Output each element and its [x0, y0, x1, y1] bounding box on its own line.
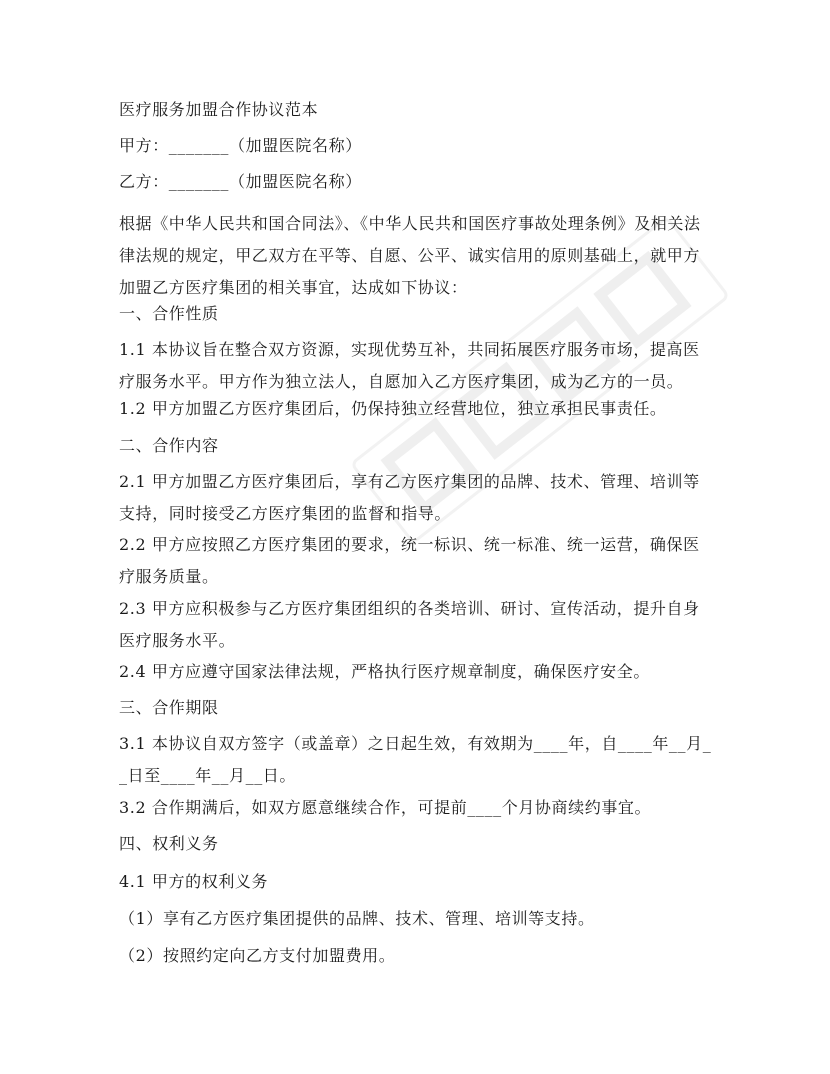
- section-2-heading: 二、合作内容: [119, 436, 219, 455]
- clause-2-1: 2.1 甲方加盟乙方医疗集团后，享有乙方医疗集团的品牌、技术、管理、培训等支持，同时接受乙方医疗集团的监督和指导。: [119, 472, 700, 523]
- clause-2-2: 2.2 甲方应按照乙方医疗集团的要求，统一标识、统一标准、统一运营，确保医疗服务质量。: [119, 535, 700, 586]
- party-b: 乙方：_______（加盟医院名称）: [119, 172, 362, 191]
- section-4-heading: 四、权利义务: [119, 834, 219, 853]
- clause-4-1: 4.1 甲方的权利义务: [119, 872, 269, 891]
- list-item: （1）享有乙方医疗集团提供的品牌、技术、管理、培训等支持。: [119, 909, 595, 928]
- section-3-heading: 三、合作期限: [119, 698, 219, 717]
- preamble: 根据《中华人民共和国合同法》、《中华人民共和国医疗事故处理条例》及相关法律法规的规定，甲乙双方在平等、自愿、公平、诚实信用的原则基础上，就甲方加盟乙方医疗集团的相关事宜，达成如下协议：: [119, 214, 701, 297]
- clause-1-2: 1.2 甲方加盟乙方医疗集团后，仍保持独立经营地位，独立承担民事责任。: [119, 399, 667, 418]
- list-item: （2）按照约定向乙方支付加盟费用。: [119, 946, 396, 965]
- section-1-heading: 一、合作性质: [119, 304, 219, 323]
- clause-3-2: 3.2 合作期满后，如双方愿意继续合作，可提前____个月协商续约事宜。: [119, 798, 652, 817]
- document-title: 医疗服务加盟合作协议范本: [119, 100, 319, 119]
- clause-2-4: 2.4 甲方应遵守国家法律法规，严格执行医疗规章制度，确保医疗安全。: [119, 662, 650, 681]
- party-a: 甲方：_______（加盟医院名称）: [119, 136, 362, 155]
- clause-2-3: 2.3 甲方应积极参与乙方医疗集团组织的各类培训、研讨、宣传活动，提升自身医疗服务水平。: [119, 599, 700, 650]
- clause-1-1: 1.1 本协议旨在整合双方资源，实现优势互补，共同拓展医疗服务市场，提高医疗服务水平。甲方作为独立法人，自愿加入乙方医疗集团，成为乙方的一员。: [119, 340, 700, 391]
- clause-3-1: 3.1 本协议自双方签字（或盖章）之日起生效，有效期为____年，自____年__月__日至____年__月__日。: [119, 734, 712, 785]
